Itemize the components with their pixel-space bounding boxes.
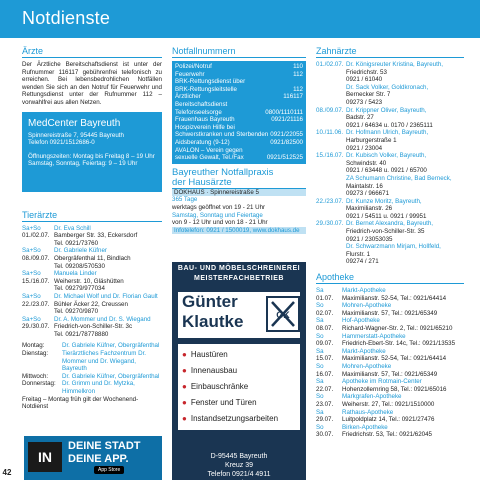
- notfallnummer-label: BRK-Rettungsdienst über: [175, 78, 246, 86]
- zahnarzt-line: Maintalstr. 16: [346, 182, 383, 190]
- zahnarzt-details: [346, 61, 464, 84]
- zahnaerzte-heading: Zahnärzte: [316, 46, 464, 58]
- zahnarzt-line: 09273 / 5423: [346, 98, 383, 106]
- apotheke-heading: Apotheke: [316, 272, 464, 284]
- advert-address: D-95445 Bayreuth Kreuz 39 Telefon 0921/4 4911 Fax 0921/4 79 03: [207, 453, 271, 487]
- apotheke-name: Markt-Apotheke: [342, 347, 386, 355]
- tierarzt-date: 15./16.07.: [22, 277, 50, 285]
- advert-header-line2: MEISTERFACHBETRIEB: [194, 275, 284, 282]
- zahnarzt-date: 10./11.06.: [316, 129, 344, 137]
- advert-header-line1: BAU- UND MÖBELSCHREINEREI: [177, 265, 301, 272]
- zahnarzt-line: Friedrich-von-Schiller-Str. 35: [346, 228, 425, 236]
- apotheke-date: 09.07.: [316, 340, 334, 348]
- tierarzt-date: Sa+So: [22, 315, 41, 323]
- tierarzt-details: [54, 255, 162, 270]
- zahnarzt-entry: [316, 61, 464, 84]
- tierarzt-details: [54, 323, 162, 338]
- notfallpraxis-address: DOKHAUS · Spinnereistraße 5: [172, 189, 306, 197]
- column-left: [22, 46, 162, 411]
- apotheke-row: [316, 409, 464, 417]
- page-number: 42: [0, 466, 14, 480]
- notfallnummer-row: [175, 147, 303, 155]
- tierarzt-entry: [22, 255, 162, 270]
- zahnarzt-line: Dr. Königsreuter Kristina, Bayreuth,: [346, 61, 443, 68]
- tierarzt-details: [54, 316, 162, 324]
- advert-service-item: ● Innenausbau: [182, 363, 296, 379]
- notfallnummer-value: 112: [293, 70, 303, 78]
- medcenter-title: MedCenter Bayreuth: [28, 117, 121, 129]
- zahnarzt-date: 08./09.07.: [316, 106, 344, 114]
- apotheke-date: 16.07.: [316, 370, 334, 378]
- zahnarzt-line: 0921 / 63448 u. 0921 / 65700: [346, 167, 427, 175]
- zahnarzt-line: ZA Schumann Christine, Bad Berneck,: [346, 174, 452, 182]
- apotheke-row: [316, 363, 464, 371]
- tierarzt-date: Sa+So: [22, 270, 41, 278]
- weekday-vet: Tierärztliches Fachzentrum Dr. Mommer und Dr. Wiegand, Bayreuth: [62, 350, 147, 373]
- apotheke-row: [316, 416, 464, 424]
- apotheke-address: Richard-Wagner-Str. 2, Tel.: 0921/65210: [342, 325, 453, 332]
- advert-service-item: ● Instandsetzungsarbeiten: [182, 411, 296, 427]
- medcenter-box: [22, 112, 162, 192]
- zahnarzt-details: [346, 84, 464, 107]
- appstore-badge[interactable]: App Store: [94, 466, 124, 474]
- svg-text:GK: GK: [276, 310, 290, 320]
- tierarzt-details: [54, 247, 162, 255]
- notfallnummer-label: Telefonseelsorge: [175, 108, 222, 116]
- notfallnummern-heading: Notfallnummern: [172, 46, 306, 58]
- tierarzt-date: 08./09.07.: [22, 254, 50, 262]
- zahnarzt-details: [346, 152, 464, 198]
- apotheke-date: Sa: [316, 347, 324, 355]
- apotheke-row: [316, 378, 464, 386]
- zahnarzt-details: [346, 107, 464, 130]
- notfallpraxis-info[interactable]: Infotelefon: 0921 / 1500019, www.dokhaus.de: [172, 227, 306, 235]
- apotheke-row: [316, 371, 464, 379]
- apotheke-row: [316, 325, 464, 333]
- tierarzt-line: Tel. 09279/977034: [54, 285, 105, 293]
- apotheke-row: [316, 348, 464, 356]
- notfallnummer-label: Aidsberatung (9-12): [175, 138, 230, 146]
- notfallnummer-label: BRK-Rettungsleitstelle: [175, 85, 237, 93]
- zahnarzt-line: 0921 / 23053035: [346, 235, 393, 243]
- zahnarzt-line: 0921 / 54511 u. 0921 / 99951: [346, 212, 427, 220]
- notfallnummer-label: sexuelle Gewalt, Tel./Fax: [175, 154, 244, 162]
- apotheke-date: So: [316, 393, 324, 401]
- tierarzt-line: Tel. 09270/9870: [54, 308, 99, 316]
- notfallnummer-label: Polizei/Notruf: [175, 63, 212, 70]
- apotheke-date: 08.07.: [316, 325, 334, 332]
- zahnarzt-line: Dr. Kunze Moritz, Bayreuth,: [346, 197, 422, 205]
- weekday-vet: Dr. Grimm und Dr. Mytzka, Himmelkron: [62, 380, 135, 396]
- advert-name-last: Klautke: [182, 312, 244, 331]
- apotheke-date: 29.07.: [316, 416, 334, 424]
- zahnarzt-entry: [316, 220, 464, 266]
- tierarzt-line: Dr. A. Mommer und Dr. S. Wiegand: [54, 315, 151, 323]
- apotheke-date: 01.07.: [316, 294, 334, 302]
- apotheke-row: [316, 424, 464, 432]
- apotheke-name: Rathaus-Apotheke: [342, 408, 394, 416]
- notfallnummer-row: [175, 101, 303, 109]
- zahnarzt-date: 01./02.07.: [316, 61, 344, 68]
- app-slogan-line2: DEINE APP.: [68, 453, 129, 465]
- apotheke-name: Apotheke im Rotmain-Center: [342, 378, 422, 386]
- apotheke-name: Markgrafen-Apotheke: [342, 393, 402, 401]
- header-banner: [0, 0, 480, 38]
- zahnarzt-date: 22./23.07.: [316, 197, 344, 205]
- zahnarzt-line: 0921 / 23004: [346, 144, 383, 152]
- notfallnummer-value: 0921/82500: [270, 138, 303, 146]
- apotheke-address: Friedrichstr. 53, Tel.: 0921/62045: [342, 431, 433, 439]
- tierarzt-line: Dr. Michael Wolf und Dr. Florian Gault: [54, 292, 158, 300]
- apotheke-name: Hammerstatt-Apotheke: [342, 332, 406, 340]
- zahnarzt-line: Bernecker Str. 7: [346, 91, 391, 99]
- apotheke-address: Hohenzollernring 58, Tel.: 0921/65016: [342, 385, 447, 393]
- tierarzt-date: 29./30.07.: [22, 323, 50, 331]
- apotheke-address: Maximilianstr. 57, Tel.: 0921/65349: [342, 370, 438, 378]
- tierarzt-date: Sa+So: [22, 247, 41, 255]
- notfallnummer-value: 116117: [283, 93, 303, 101]
- tierarzt-details: [54, 232, 162, 247]
- tierarzt-line: Bamberger Str. 33, Eckersdorf: [54, 232, 138, 240]
- tierarzt-date: 01./02.07.: [22, 232, 50, 240]
- notfallpraxis-weekend-hours: von 9 - 12 Uhr und von 18 - 21 Uhr: [172, 219, 268, 227]
- notfallnummer-value: 0800/1110111: [265, 108, 303, 116]
- tierarzt-entry: [22, 232, 162, 247]
- zahnarzt-line: Dr. Sack Volker, Goldkronach,: [346, 83, 429, 91]
- notfallnummer-row: [175, 109, 303, 117]
- apotheke-row: [316, 302, 464, 310]
- apotheke-address: Weiherstr. 27, Tel.: 0921/1510000: [342, 400, 435, 408]
- tierarzt-line: Obergräfenthal 11, Bindlach: [54, 254, 131, 262]
- tierarzt-entry: [22, 323, 162, 338]
- tierarzt-line: Dr. Gabriele Küfner: [54, 247, 107, 255]
- zahnarzt-line: 09274 / 271: [346, 258, 379, 266]
- tierarzt-date: Sa+So: [22, 292, 41, 300]
- notfallnummer-row: [175, 124, 303, 132]
- weekday-label: Dienstag:: [22, 350, 49, 358]
- tierarzt-entry: [22, 316, 162, 324]
- carpenter-tools-logo-icon: [266, 296, 300, 332]
- tierarzt-line: Friedrich-von-Schiller-Str. 3c: [54, 323, 133, 331]
- tierarzt-entry: [22, 301, 162, 316]
- zahnaerzte-list: [316, 61, 464, 266]
- medcenter-phone: Telefon 0921/1512686-0: [28, 139, 95, 147]
- notfallnummer-value: 0921/21116: [271, 116, 303, 124]
- notfallpraxis-heading-line2: der Hausärzte: [172, 176, 232, 188]
- zahnarzt-details: [346, 198, 464, 221]
- apotheke-row: [316, 333, 464, 341]
- medcenter-hours-weekend: Samstag, Sonntag, Feiertag: 9 – 19 Uhr: [28, 160, 138, 168]
- zahnarzt-date: 15./16.07.: [316, 152, 344, 160]
- notfallpraxis-weekday-hours: werktags geöffnet von 19 - 21 Uhr: [172, 203, 266, 211]
- apotheke-date: So: [316, 423, 324, 431]
- tierarzt-line: Manuela Linder: [54, 270, 97, 278]
- notfallnummer-value: 0921/22055: [270, 131, 303, 139]
- apotheke-row: [316, 287, 464, 295]
- tierarzt-date: Sa+So: [22, 224, 41, 232]
- zahnarzt-line: Harburgerstraße 1: [346, 136, 397, 144]
- notfallnummer-row: [175, 139, 303, 147]
- column-middle: [172, 46, 306, 234]
- apotheke-name: Hof-Apotheke: [342, 317, 380, 325]
- tierarzt-details: [54, 278, 162, 293]
- notfallnummer-row: [175, 154, 303, 162]
- apotheke-list: [316, 287, 464, 439]
- apotheke-date: So: [316, 302, 324, 310]
- tierarzt-entry: [22, 278, 162, 293]
- app-slogan-line1: DEINE STADT: [68, 440, 141, 452]
- page-title: Notdienste: [22, 8, 111, 28]
- zahnarzt-line: Maximilianstr. 26: [346, 205, 393, 213]
- notfallnummer-row: [175, 93, 303, 101]
- apotheke-name: Mohren-Apotheke: [342, 362, 392, 370]
- zahnarzt-line: Flurstr. 1: [346, 250, 371, 258]
- apotheke-row: [316, 393, 464, 401]
- aerzte-heading: Ärzte: [22, 46, 162, 58]
- tierarzt-line: Dr. Eva Schill: [54, 224, 91, 232]
- notfallnummer-value: 110: [293, 63, 303, 70]
- tieraerzte-list: [22, 225, 162, 339]
- apotheke-date: 22.07.: [316, 385, 334, 393]
- notfallnummer-label: Ärztlicher: [175, 93, 201, 101]
- zahnarzt-entry: [316, 198, 464, 221]
- notfallpraxis-box: [172, 168, 306, 235]
- apotheke-row: [316, 310, 464, 318]
- zahnarzt-details: [346, 220, 464, 266]
- apotheke-row: [316, 401, 464, 409]
- tierarzt-entry: [22, 270, 162, 278]
- tierarzt-line: Bühler Äcker 22, Creussen: [54, 300, 128, 308]
- apotheke-date: Sa: [316, 317, 324, 325]
- apotheke-date: 15.07.: [316, 355, 334, 363]
- zahnarzt-line: Dr. Bernet Alexandra, Bayreuth,: [346, 220, 434, 228]
- tierarzt-entry: [22, 225, 162, 233]
- tierarzt-weekday-entry: [22, 373, 162, 381]
- tierarzt-entry: [22, 293, 162, 301]
- apotheke-date: 30.07.: [316, 431, 334, 439]
- notfallpraxis-days: 365 Tage: [172, 196, 198, 204]
- notfallpraxis-heading-line1: Bayreuther Notfallpraxis: [172, 166, 274, 178]
- weekday-vet: Dr. Gabriele Küfner, Obergräfenthal: [62, 342, 160, 350]
- apotheke-row: [316, 431, 464, 439]
- advert-service-item: ● Fenster und Türen: [182, 395, 296, 411]
- zahnarzt-entry: [316, 84, 464, 107]
- notfallnummer-row: [175, 63, 303, 71]
- notfallnummer-label: Bereitschaftsdienst: [175, 100, 228, 108]
- advert-services-list: [178, 344, 300, 430]
- weekday-label: Montag:: [22, 342, 45, 350]
- notfallnummer-row: [175, 86, 303, 94]
- app-advert[interactable]: [24, 436, 162, 480]
- apotheke-row: [316, 295, 464, 303]
- apotheke-date: Sa: [316, 287, 324, 295]
- notfallnummer-row: [175, 71, 303, 79]
- tierarzt-date: 22./23.07.: [22, 300, 50, 308]
- tierarzt-line: Tel. 0921/73760: [54, 239, 99, 247]
- medcenter-hours-weekday: Öffnungszeiten: Montag bis Freitag 8 – 19 Uhr: [28, 152, 155, 160]
- zahnarzt-line: 0921 / 61040: [346, 76, 383, 84]
- column-right: [316, 46, 464, 439]
- notfallnummer-label: Hospizverein Hilfe bei: [175, 123, 235, 131]
- notfallnummern-box: [172, 61, 306, 164]
- aerzte-intro: Der Ärztliche Bereitschaftsdienst ist unter der Rufnummer 116117 gebührenfrei telefonisch zu erreichen. Bei lebensbedrohlichen Notfällen wenden Sie sich an den Notruf für Feuerwehr und Rettungsdienst unter der Rufnummer 112 – vorwahlfrei aus allen Netzen.: [22, 61, 162, 106]
- tierarzt-weekday-entry: [22, 350, 162, 373]
- apotheke-address: Maximilianstr. 57, Tel.: 0921/65349: [342, 309, 438, 317]
- zahnarzt-entry: [316, 129, 464, 152]
- notfallnummer-row: [175, 116, 303, 124]
- tierarzt-line: Tel. 09208/570530: [54, 262, 105, 270]
- tierarzt-details: [54, 301, 162, 316]
- tierarzt-line: Tel. 0921/78778880: [54, 330, 109, 338]
- notfallnummer-label: Feuerwehr: [175, 70, 205, 78]
- zahnarzt-line: Dr. Schwarzmann Mirjam, Hollfeld,: [346, 243, 441, 251]
- notfallnummer-label: Schwerstkranken und Sterbenden: [175, 131, 269, 139]
- tierarzt-weekday-entry: [22, 342, 162, 350]
- apotheke-date: Sa: [316, 408, 324, 416]
- zahnarzt-details: [346, 129, 464, 152]
- weekday-label: Mittwoch:: [22, 372, 49, 380]
- apotheke-date: 23.07.: [316, 400, 334, 408]
- tieraerzte-weekday-list: [22, 342, 162, 395]
- advert-service-item: ● Einbauschränke: [182, 379, 296, 395]
- zahnarzt-line: Dr. Hofmann Ulrich, Bayreuth,: [346, 129, 429, 137]
- notfallnummer-label: Frauenhaus Bayreuth: [175, 116, 235, 124]
- apotheke-address: Luitpoldplatz 14, Tel.: 0921/27476: [342, 416, 435, 424]
- apotheke-name: Markt-Apotheke: [342, 287, 386, 295]
- apotheke-address: Friedrich-Ebert-Str. 14c, Tel.: 0921/13535: [342, 340, 456, 348]
- tierarzt-line: Weiherstr. 10, Gläshütten: [54, 277, 124, 285]
- notfallnummer-row: [175, 131, 303, 139]
- notfallnummer-label: AVALON – Verein gegen: [175, 146, 243, 154]
- apotheke-row: [316, 355, 464, 363]
- zahnarzt-date: [316, 84, 346, 107]
- zahnarzt-line: Badstr. 27: [346, 114, 374, 122]
- apotheke-address: Maximilianstr. 52-54, Tel.: 0921/64414: [342, 355, 447, 363]
- notfallnummer-value: 0921/512525: [266, 154, 303, 162]
- tieraerzte-friday-note: Freitag – Montag früh gilt der Wochenend-Notdienst: [22, 395, 139, 411]
- advert-service-item: ● Haustüren: [182, 347, 296, 363]
- tierarzt-details: [54, 270, 162, 278]
- zahnarzt-entry: [316, 107, 464, 130]
- apotheke-date: Sa: [316, 378, 324, 386]
- apotheke-row: [316, 317, 464, 325]
- zahnarzt-line: Schwindstr. 40: [346, 159, 387, 167]
- app-logo: IN: [28, 442, 62, 472]
- tierarzt-entry: [22, 247, 162, 255]
- apotheke-date: So: [316, 332, 324, 340]
- tierarzt-details: [54, 225, 162, 233]
- klautke-advert: [172, 262, 306, 487]
- zahnarzt-line: Dr. Kubisch Volker, Bayreuth,: [346, 152, 427, 160]
- zahnarzt-line: 0921 / 64634 u. 0170 / 2365111: [346, 121, 433, 129]
- tierarzt-weekday-entry: [22, 380, 162, 395]
- medcenter-address: Spinnereistraße 7, 95445 Bayreuth: [28, 131, 124, 139]
- tieraerzte-heading: Tierärzte: [22, 210, 162, 222]
- apotheke-name: Mohren-Apotheke: [342, 302, 392, 310]
- tierarzt-details: [54, 293, 162, 301]
- notfallnummer-row: [175, 78, 303, 86]
- zahnarzt-entry: [316, 152, 464, 198]
- zahnarzt-line: Dr. Krippner Oliver, Bayreuth,: [346, 106, 427, 114]
- zahnarzt-line: Friedrichstr. 53: [346, 68, 387, 76]
- apotheke-date: So: [316, 362, 324, 370]
- apotheke-row: [316, 340, 464, 348]
- apotheke-row: [316, 386, 464, 394]
- weekday-vet: Dr. Gabriele Küfner, Obergräfenthal: [62, 372, 160, 380]
- apotheke-name: Birken-Apotheke: [342, 423, 388, 431]
- apotheke-date: 02.07.: [316, 309, 334, 317]
- zahnarzt-date: 29./30.07.: [316, 220, 344, 228]
- notfallnummer-value: 112: [293, 85, 303, 93]
- weekday-label: Donnerstag:: [22, 380, 56, 388]
- advert-name-first: Günter: [182, 292, 238, 311]
- apotheke-address: Maximilianstr. 52-54, Tel.: 0921/64414: [342, 294, 447, 302]
- notfallpraxis-weekend-label: Samstag, Sonntag und Feiertage: [172, 211, 263, 219]
- zahnarzt-line: 09273 / 966671: [346, 190, 390, 198]
